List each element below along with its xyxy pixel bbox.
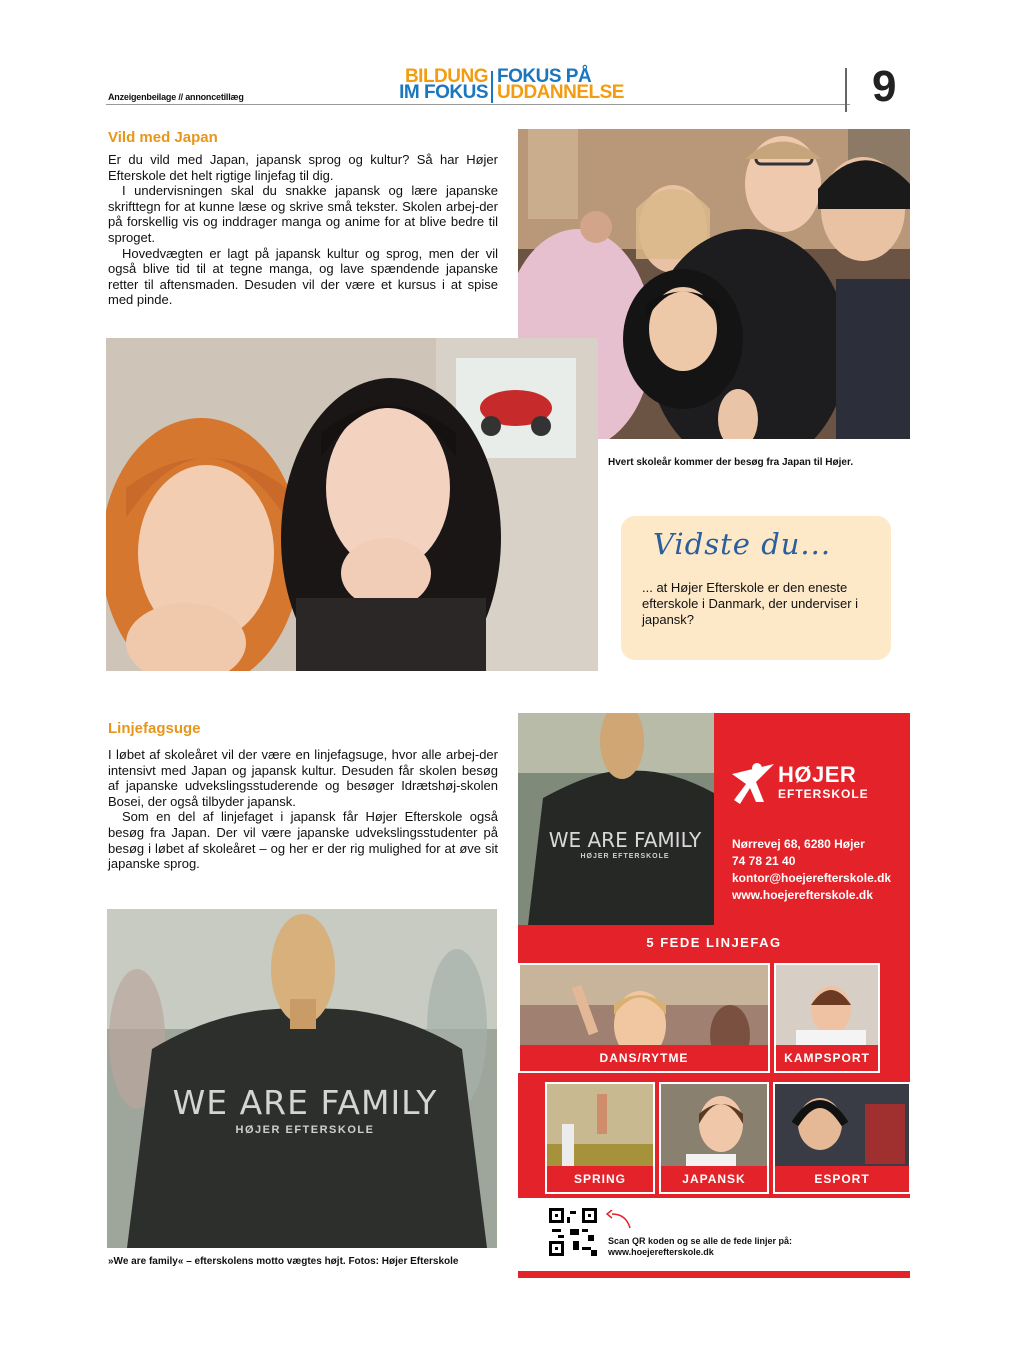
tile-kampsport xyxy=(774,963,880,1073)
qr-text xyxy=(608,1236,792,1258)
family-shirt-subtext: HØJER EFTERSKOLE xyxy=(235,1124,375,1136)
info-box-text: ... at Højer Efterskole er den eneste efterskole i Danmark, der underviser i japansk? xyxy=(642,580,859,627)
qr-code[interactable] xyxy=(546,1205,600,1259)
tile-japansk xyxy=(659,1082,769,1194)
ad-contact-block xyxy=(732,836,891,904)
article1-body xyxy=(108,152,498,308)
logo-de-line2: IM FOKUS xyxy=(399,82,488,103)
we-are-family-photo xyxy=(107,909,497,1248)
header-rule xyxy=(106,104,850,105)
ad-shirt-photo xyxy=(518,713,714,925)
page-number-divider xyxy=(845,68,847,112)
tile-spring xyxy=(545,1082,655,1194)
article1-paragraph: I undervisningen skal du snakke japansk og lære japanske skrifttegn for at kunne læse og skrive små tekster. Skolen arbej-der på forskellig vis og inddrager manga og anime for at blive bedre til sproget. xyxy=(108,183,498,245)
two-students-photo xyxy=(106,338,598,671)
logo-dk-line2: UDDANNELSE xyxy=(497,82,624,103)
supplement-label: Anzeigenbeilage // annoncetillæg xyxy=(108,92,244,102)
school-logo-icon xyxy=(730,760,776,811)
ad-phone[interactable]: 74 78 21 40 xyxy=(732,854,796,868)
info-box-title: Vidste du... xyxy=(653,527,832,561)
tile-label: ESPORT xyxy=(775,1166,909,1192)
qr-text-line2[interactable]: www.hoejerefterskole.dk xyxy=(608,1247,714,1257)
ad-strip-title: 5 FEDE LINJEFAG xyxy=(646,935,782,950)
arrow-icon xyxy=(606,1210,632,1237)
ad-website[interactable]: www.hoejerefterskole.dk xyxy=(732,888,873,902)
article1-heading: Vild med Japan xyxy=(108,129,218,146)
tile-label: JAPANSK xyxy=(661,1166,767,1192)
family-photo-caption: »We are family« – efterskolens motto vægtes højt. Fotos: Højer Efterskole xyxy=(108,1256,459,1267)
article2-heading: Linjefagsuge xyxy=(108,720,201,737)
group-photo-caption: Hvert skoleår kommer der besøg fra Japan til Højer. xyxy=(608,457,854,468)
family-shirt-text: WE ARE FAMILY xyxy=(172,1083,438,1122)
page-number: 9 xyxy=(872,62,897,111)
logo-dk-line1: FOKUS PÅ xyxy=(497,66,592,87)
tile-label: KAMPSPORT xyxy=(776,1045,878,1071)
tile-label: DANS/RYTME xyxy=(520,1045,768,1071)
tile-esport xyxy=(773,1082,911,1194)
logo-danish xyxy=(497,66,624,103)
ad-shirt-text: WE ARE FAMILY xyxy=(548,828,702,852)
article2-body xyxy=(108,747,498,872)
ad-email[interactable]: kontor@hoejerefterskole.dk xyxy=(732,871,892,885)
ad-address: Nørrevej 68, 6280 Højer xyxy=(732,837,865,851)
article1-paragraph: Er du vild med Japan, japansk sprog og kultur? Så har Højer Efterskole det helt rigtige linjefag til dig. xyxy=(108,152,498,183)
ad-shirt-subtext: HØJER EFTERSKOLE xyxy=(580,853,670,860)
tile-dans-rytme xyxy=(518,963,770,1073)
qr-text-line1: Scan QR koden og se alle de fede linjer på: xyxy=(608,1236,793,1246)
tile-label: SPRING xyxy=(547,1166,653,1192)
article2-paragraph: I løbet af skoleåret vil der være en linjefagsuge, hvor alle arbej-der intensivt med Japan og japansk kultur. Desuden får skolen besøg af japanske udvekslingsstuderende og besøger Idrætshøj-skolen Bosei, der også tilbyder japansk. xyxy=(108,747,498,809)
logo-german xyxy=(384,66,488,103)
article1-paragraph: Hovedvægten er lagt på japansk kultur og sprog, men der vil også blive tid til at tegne manga, og lave spændende japanske retter til aftensmaden. Desuden vil der være et kursus i at spise med pinde. xyxy=(108,245,498,308)
ad-logo-name: HØJER xyxy=(778,762,857,787)
logo-de-line1: BILDUNG xyxy=(404,66,488,87)
ad-logo-subtitle: EFTERSKOLE xyxy=(778,787,869,801)
logo-divider xyxy=(491,71,493,103)
article2-paragraph: Som en del af linjefaget i japansk får Højer Efterskole også besøg fra Japan. Der vil være japanske udvekslingsstudenter på besøg i løbet af skoleåret – og her er der rig mulighed for at øve sit japanske sprog. xyxy=(108,809,498,872)
